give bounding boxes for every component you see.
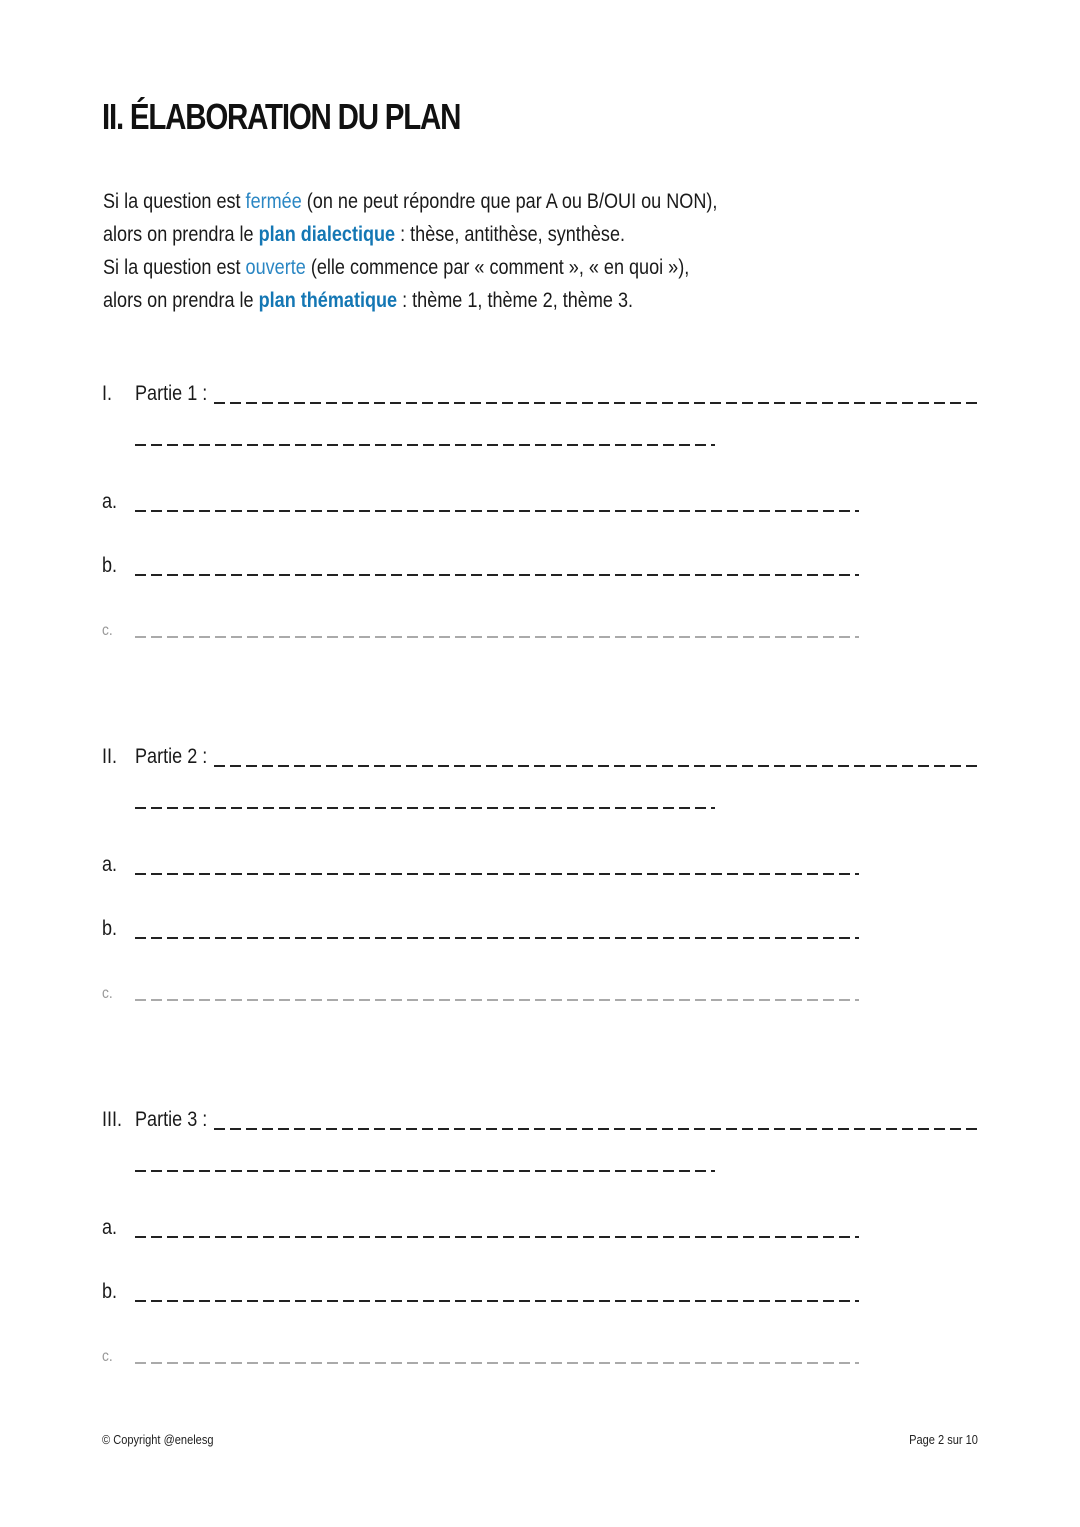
answer-line[interactable] bbox=[214, 402, 980, 404]
answer-line[interactable] bbox=[135, 444, 715, 446]
highlight-plan-dialectique: plan dialectique bbox=[258, 223, 396, 246]
answer-line[interactable] bbox=[135, 807, 715, 809]
answer-line-b[interactable] bbox=[135, 937, 859, 939]
highlight-plan-thematique: plan thématique bbox=[258, 289, 398, 312]
answer-line-b[interactable] bbox=[135, 1300, 859, 1302]
text: (on ne peut répondre que par A ou B/OUI ou NON), bbox=[301, 190, 718, 213]
sub-label: b. bbox=[102, 1280, 118, 1303]
sub-label: c. bbox=[102, 985, 113, 1002]
answer-line[interactable] bbox=[214, 765, 980, 767]
sub-label: a. bbox=[102, 1216, 118, 1239]
answer-line-b[interactable] bbox=[135, 574, 859, 576]
text: : thème 1, thème 2, thème 3. bbox=[397, 289, 634, 312]
sub-label: c. bbox=[102, 1348, 113, 1365]
answer-line-c[interactable] bbox=[135, 636, 859, 638]
intro-line-3 bbox=[103, 251, 791, 284]
sub-label: c. bbox=[102, 622, 113, 639]
highlight-fermee: fermée bbox=[245, 190, 302, 213]
answer-line[interactable] bbox=[135, 1170, 715, 1172]
part-numeral: II. bbox=[102, 745, 118, 768]
part-label: Partie 1 : bbox=[135, 382, 208, 405]
part-numeral: III. bbox=[102, 1108, 123, 1131]
sub-label: a. bbox=[102, 853, 118, 876]
page-title: II. ÉLABORATION DU PLAN bbox=[102, 96, 461, 137]
answer-line-a[interactable] bbox=[135, 1236, 859, 1238]
highlight-ouverte: ouverte bbox=[245, 256, 306, 279]
answer-line-a[interactable] bbox=[135, 873, 859, 875]
part-label: Partie 3 : bbox=[135, 1108, 208, 1131]
part-numeral: I. bbox=[102, 382, 113, 405]
footer-copyright: © Copyright @enelesg bbox=[102, 1432, 214, 1447]
answer-line-c[interactable] bbox=[135, 999, 859, 1001]
intro-line-2 bbox=[103, 218, 791, 251]
sub-label: b. bbox=[102, 917, 118, 940]
footer-page-number: Page 2 sur 10 bbox=[909, 1432, 978, 1447]
text: : thèse, antithèse, synthèse. bbox=[395, 223, 626, 246]
sub-label: b. bbox=[102, 554, 118, 577]
part-label: Partie 2 : bbox=[135, 745, 208, 768]
text: (elle commence par « comment », « en quoi »), bbox=[305, 256, 690, 279]
answer-line-a[interactable] bbox=[135, 510, 859, 512]
sub-label: a. bbox=[102, 490, 118, 513]
answer-line[interactable] bbox=[214, 1128, 980, 1130]
intro-text bbox=[103, 185, 791, 317]
text: alors on prendra le bbox=[103, 289, 259, 312]
intro-line-4 bbox=[103, 284, 791, 317]
answer-line-c[interactable] bbox=[135, 1362, 859, 1364]
text: alors on prendra le bbox=[103, 223, 259, 246]
text: Si la question est bbox=[103, 256, 246, 279]
intro-line-1 bbox=[103, 185, 791, 218]
text: Si la question est bbox=[103, 190, 246, 213]
